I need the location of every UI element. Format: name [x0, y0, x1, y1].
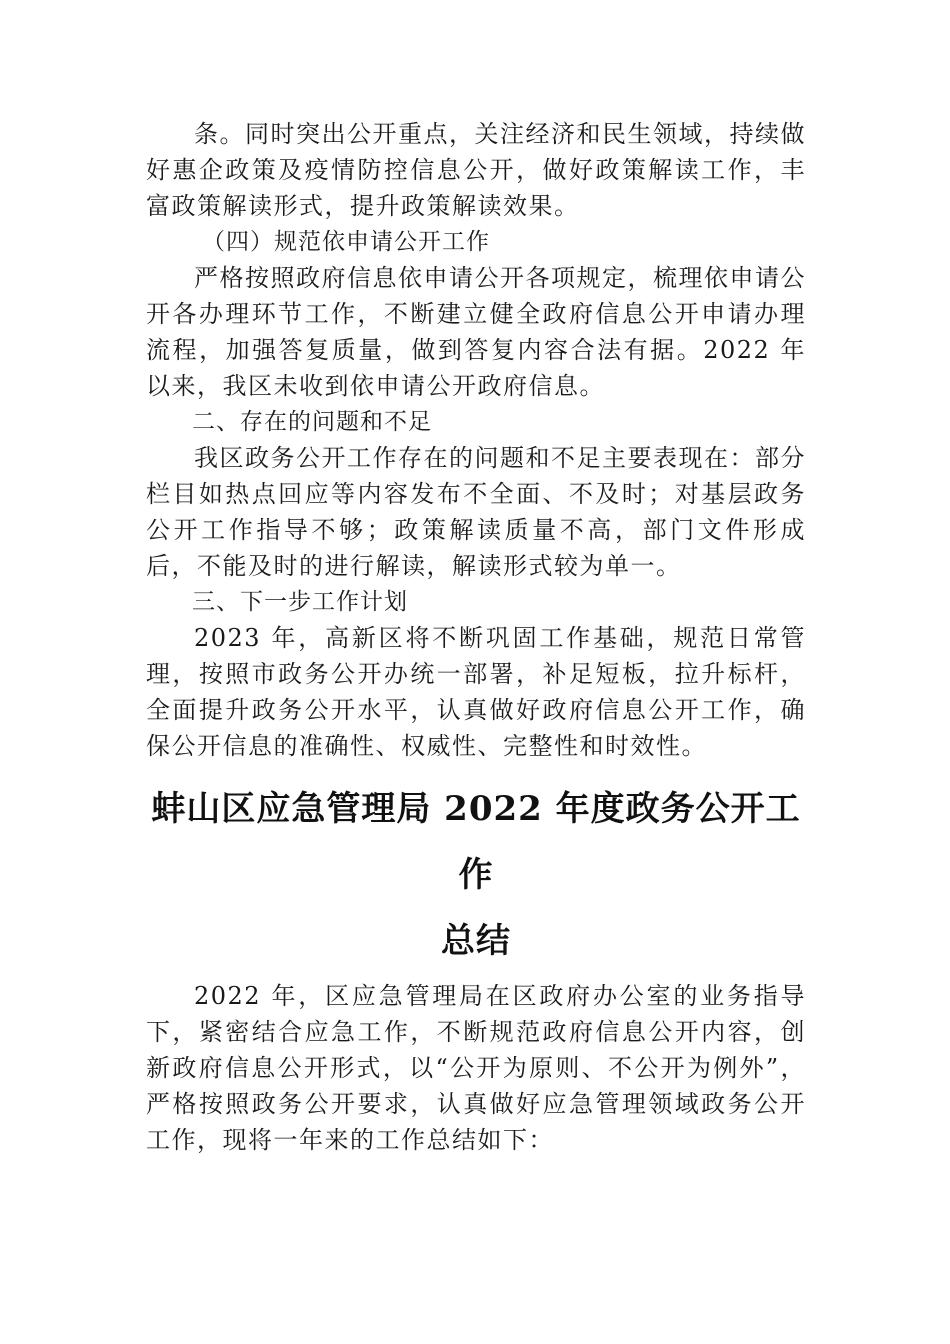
- section-heading-4: （四）规范依申请公开工作: [202, 229, 490, 255]
- paragraph-plan: 2023 年，高新区将不断巩固工作基础，规范日常管理，按照市政务公开办统一部署，补足短板，拉升标杆，全面提升政务公开水平，认真做好政府信息公开工作，确保公开信息的准确性、权威性、完整性和时效性。: [146, 624, 806, 760]
- document-title-line-1: 蚌山区应急管理局 2022 年度政务公开工作: [151, 789, 801, 895]
- section-heading-plan: 三、下一步工作计划: [192, 589, 408, 615]
- document-body: [146, 116, 806, 1158]
- paragraph-continued: 条。同时突出公开重点，关注经济和民生领域，持续做好惠企政策及疫情防控信息公开，做好政策解读工作，丰富政策解读形式，提升政策解读效果。: [146, 120, 806, 220]
- paragraph-apply-disclosure: 严格按照政府信息依申请公开各项规定，梳理依申请公开各办理环节工作，不断建立健全政府信息公开申请办理流程，加强答复质量，做到答复内容合法有据。2022 年以来，我区未收到依申请公开政府信息。: [146, 264, 806, 400]
- document-title-line-2: 总结: [441, 921, 511, 961]
- section-heading-problems: 二、存在的问题和不足: [192, 409, 432, 435]
- paragraph-intro: 2022 年，区应急管理局在区政府办公室的业务指导下，紧密结合应急工作，不断规范政府信息公开内容，创新政府信息公开形式，以“公开为原则、不公开为例外”，严格按照政务公开要求，认真做好应急管理领域政务公开工作，现将一年来的工作总结如下：: [146, 982, 806, 1154]
- paragraph-problems: 我区政务公开工作存在的问题和不足主要表现在：部分栏目如热点回应等内容发布不全面、不及时；对基层政务公开工作指导不够；政策解读质量不高，部门文件形成后，不能及时的进行解读，解读形式较为单一。: [146, 444, 806, 580]
